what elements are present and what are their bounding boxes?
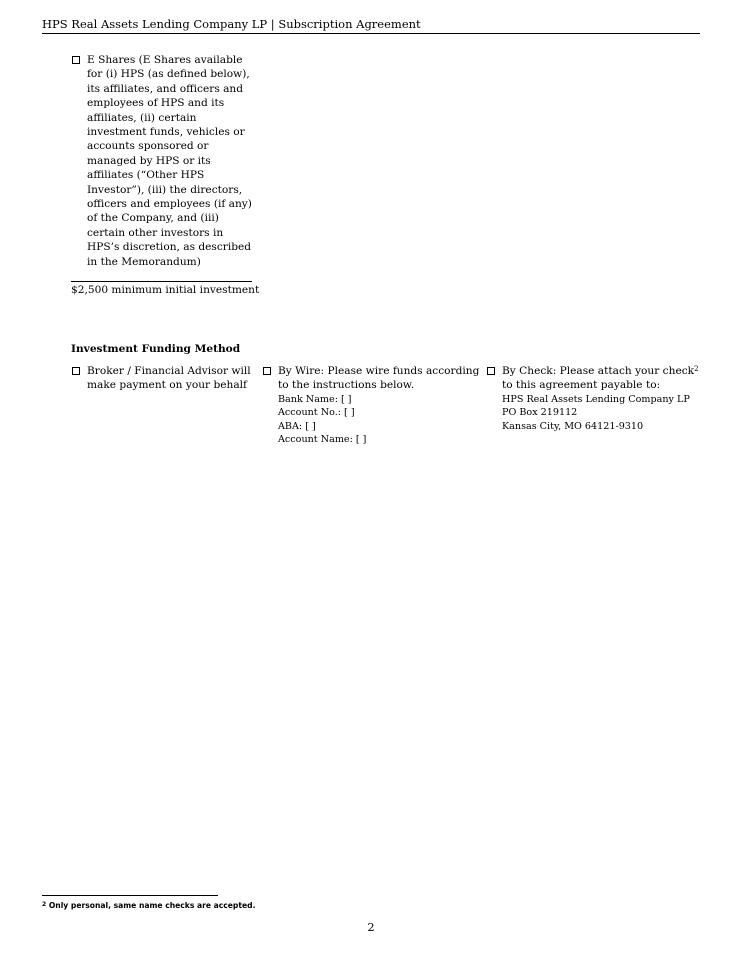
footnote-marker: 2 bbox=[42, 901, 47, 908]
wire-bank-name: Bank Name: [ ] bbox=[278, 393, 352, 405]
wire-account-name: Account Name: [ ] bbox=[278, 434, 367, 446]
footnote bbox=[42, 900, 255, 911]
broker-option-label: Broker / Financial Advisor will make payment on your behalf bbox=[87, 365, 251, 392]
check-option bbox=[502, 364, 712, 433]
footnote-text: Only personal, same name checks are accepted. bbox=[46, 901, 256, 910]
wire-option-label: By Wire: Please wire funds according to the instructions below. bbox=[278, 365, 480, 392]
check-payee: HPS Real Assets Lending Company LP bbox=[502, 393, 690, 405]
footnote-divider bbox=[42, 895, 218, 896]
wire-aba: ABA: [ ] bbox=[278, 420, 316, 432]
minimum-investment-label: $2,500 minimum initial investment bbox=[71, 284, 260, 296]
check-city: Kansas City, MO 64121-9310 bbox=[502, 420, 644, 432]
broker-checkbox[interactable] bbox=[72, 367, 80, 375]
footnote-ref: 2 bbox=[694, 365, 699, 373]
page-number: 2 bbox=[367, 920, 375, 934]
funding-method-title: Investment Funding Method bbox=[71, 343, 241, 355]
wire-option bbox=[278, 364, 488, 447]
wire-checkbox[interactable] bbox=[263, 367, 271, 375]
check-checkbox[interactable] bbox=[487, 367, 495, 375]
e-shares-description: E Shares (E Shares available for (i) HPS (as defined below), its affiliates, and officers and employees of HPS and its affiliates, (ii) certain investment funds, vehicles or accounts sponsored or managed by HPS or its affiliates (“Other HPS Investor”), (iii) the directors, officers and employees (if any) of the Company, and (iii) certain other investors in HPS’s discretion, as described in the Memorandum) bbox=[87, 54, 252, 268]
wire-account-no: Account No.: [ ] bbox=[278, 407, 355, 419]
investment-amount-line[interactable] bbox=[71, 281, 252, 282]
page-header: HPS Real Assets Lending Company LP | Subscription Agreement bbox=[42, 17, 700, 34]
check-po-box: PO Box 219112 bbox=[502, 407, 578, 419]
e-shares-checkbox[interactable] bbox=[72, 56, 80, 64]
check-option-label: By Check: Please attach your check$^2$ to this agreement payable to: bbox=[502, 365, 699, 392]
